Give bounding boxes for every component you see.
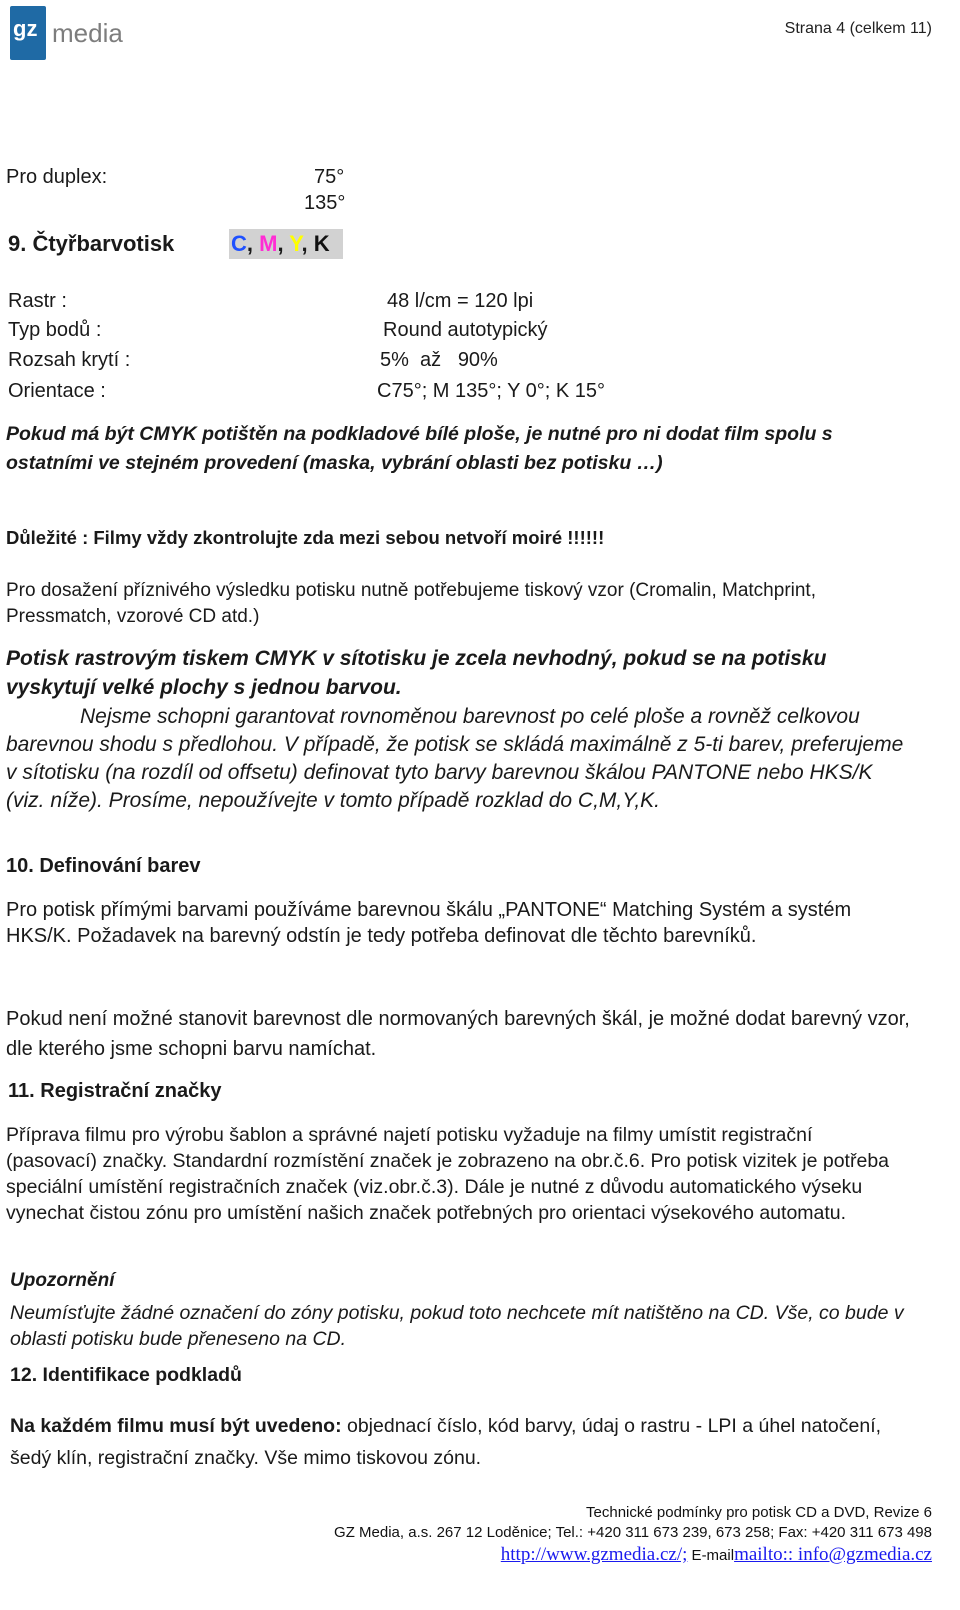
cmyk-k: K bbox=[313, 231, 330, 256]
cmyk-m: M bbox=[259, 231, 278, 256]
page-number: Strana 4 (celkem 11) bbox=[784, 20, 932, 37]
section-10-para-1: Pro potisk přímými barvami používáme barevnou škálu „PANTONE“ Matching Systém a systém HKS/K. Požadavek na barevný odstín je tedy potřeba definovat dle těchto barevníků. bbox=[6, 899, 852, 947]
cmyk-sep-2: , bbox=[277, 231, 290, 256]
screen-print-warning: Potisk rastrovým tiskem CMYK v sítotisku je zcela nevhodný, pokud se na potisku vyskytují velké plochy s jednou barvou. bbox=[6, 647, 827, 699]
website-link[interactable]: http://www.gzmedia.cz/; bbox=[500, 1544, 688, 1565]
footer-company: GZ Media, a.s. 267 12 Loděnice; Tel.: +420 311 673 239, 673 258; Fax: +420 311 673 498 bbox=[334, 1524, 932, 1541]
section-12-para bbox=[10, 1410, 910, 1474]
email-link[interactable]: mailto:: info@gzmedia.cz bbox=[734, 1544, 932, 1565]
duplex-label: Pro duplex: bbox=[6, 166, 108, 188]
section-12-lead: Na každém filmu musí být uvedeno: bbox=[10, 1415, 342, 1437]
spec-label-rastr: Rastr : bbox=[8, 290, 67, 312]
section-12-text: objednací číslo, kód barvy, údaj o rastru - LPI a úhel natočení, šedý klín, registrační značky. Vše mimo tiskovou zónu. bbox=[10, 1415, 882, 1469]
logo-gz-text: gz bbox=[13, 16, 38, 41]
gz-media-logo bbox=[10, 4, 123, 62]
spec-value-rastr: 48 l/cm = 120 lpi bbox=[387, 290, 534, 312]
email-label: E-mail bbox=[687, 1547, 735, 1564]
spec-value-typ-bodu: Round autotypický bbox=[383, 319, 548, 341]
section-11-para: Příprava filmu pro výrobu šablon a správné najetí potisku vyžaduje na filmy umístit registrační (pasovací) značky. Standardní rozmístění značek je zobrazeno na obr.č.6. Pro potisk vizitek je potřeba speciální umístění registračních značek (viz.obr.č.3). Dále je nutné z důvodu automatického výseku vynechat čistou zónu pro umístění našich značek potřebných pro orientaci výsekového automatu. bbox=[6, 1124, 890, 1224]
cmyk-label bbox=[229, 229, 343, 259]
logo-mark bbox=[10, 6, 46, 60]
section-10-para-2: Pokud není možné stanovit barevnost dle normovaných barevných škál, je možné dodat barevný vzor, dle kterého jsme schopni barvu namíchat. bbox=[6, 1008, 910, 1060]
spec-label-typ-bodu: Typ bodů : bbox=[8, 319, 102, 341]
duplex-value-2: 135° bbox=[304, 192, 346, 214]
warning-heading: Upozornění bbox=[10, 1270, 115, 1291]
spec-label-orientace: Orientace : bbox=[8, 380, 106, 402]
spec-value-rozsah: 5% až 90% bbox=[380, 349, 498, 371]
important-moire-note: Důležité : Filmy vždy zkontrolujte zda mezi sebou netvoří moiré !!!!!! bbox=[6, 527, 605, 548]
cmyk-white-note: Pokud má být CMYK potištěn na podkladové bílé ploše, je nutné pro ni dodat film spolu s ostatními ve stejném provedení (maska, vybrání oblasti bez potisku …) bbox=[6, 423, 833, 474]
cmyk-sep-1: , bbox=[246, 231, 260, 256]
proof-requirement-text: Pro dosažení příznivého výsledku potisku nutně potřebujeme tiskový vzor (Cromalin, Matchprint, Pressmatch, vzorové CD atd.) bbox=[6, 580, 816, 627]
logo-media-text: media bbox=[52, 18, 123, 48]
section-11-heading: 11. Registrační značky bbox=[8, 1080, 222, 1102]
section-12-heading: 12. Identifikace podkladů bbox=[10, 1364, 242, 1386]
footer-doc-title: Technické podmínky pro potisk CD a DVD, Revize 6 bbox=[586, 1504, 932, 1521]
footer-contacts bbox=[501, 1544, 932, 1566]
warning-text: Neumísťujte žádné označení do zóny potisku, pokud toto nechcete mít natištěno na CD. Vše, co bude v oblasti potisku bude přeneseno na CD. bbox=[10, 1302, 904, 1350]
section-9-heading: 9. Čtyřbarvotisk bbox=[8, 231, 175, 256]
color-guarantee-note: Nejsme schopni garantovat rovnoměnou barevnost po celé ploše a rovněž celkovou barevnou shodu s předlohou. V případě, že potisk se skládá maximálně z 5-ti barev, preferujeme v sítotisku (na rozdíl od offsetu) definovat tyto barvy barevnou škálou PANTONE nebo HKS/K (viz. níže). Prosíme, nepoužívejte v tomto případě rozklad do C,M,Y,K. bbox=[6, 705, 904, 812]
spec-label-rozsah: Rozsah krytí : bbox=[8, 349, 131, 371]
cmyk-y: Y bbox=[289, 231, 302, 256]
cmyk-sep-3: , bbox=[301, 231, 314, 256]
cmyk-c: C bbox=[231, 231, 247, 256]
spec-value-orientace: C75°; M 135°; Y 0°; K 15° bbox=[377, 380, 606, 402]
section-10-heading: 10. Definování barev bbox=[6, 855, 201, 877]
duplex-value-1: 75° bbox=[314, 166, 345, 188]
